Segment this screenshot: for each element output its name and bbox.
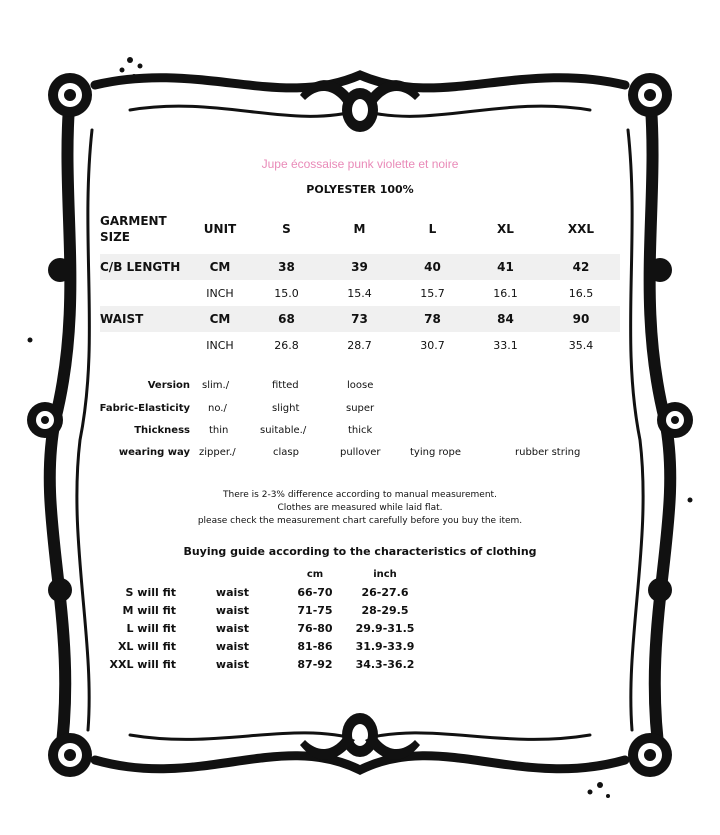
guide-inch: 31.9-33.9 <box>355 639 415 653</box>
size-table <box>100 204 620 358</box>
guide-part: waist <box>215 657 250 671</box>
attribute-elasticity <box>90 403 650 421</box>
check-mark-icon: ./ <box>222 380 230 391</box>
header-unit: UNIT <box>203 222 237 236</box>
table-row <box>100 306 620 332</box>
attribute-option: thin <box>209 425 229 436</box>
guide-inch: 29.9-31.5 <box>355 621 415 635</box>
guide-part: waist <box>215 603 250 617</box>
guide-inch: 26-27.6 <box>361 585 409 599</box>
row-label <box>100 332 190 358</box>
cell-value: 73 <box>323 306 396 332</box>
header-size-l: L <box>428 222 437 236</box>
guide-fit: M will fit <box>122 603 176 617</box>
guide-inch: 34.3-36.2 <box>355 657 415 671</box>
attribute-option-selected: zipper./ <box>199 447 236 458</box>
row-label: C/B LENGTH <box>100 254 190 280</box>
row-unit: CM <box>190 306 250 332</box>
check-mark-icon: ./ <box>220 403 227 414</box>
cell-value: 15.0 <box>250 280 323 306</box>
cell-value: 39 <box>323 254 396 280</box>
header-garment-size: GARMENT SIZE <box>100 214 167 244</box>
cell-value: 33.1 <box>469 332 542 358</box>
cell-value: 30.7 <box>396 332 469 358</box>
guide-fit: XL will fit <box>117 639 176 653</box>
cell-value: 41 <box>469 254 542 280</box>
attribute-option: slight <box>272 403 300 414</box>
attribute-option: pullover <box>340 447 381 458</box>
row-unit: CM <box>190 254 250 280</box>
attribute-wearing-way <box>90 447 650 465</box>
attribute-option-selected: slim./ <box>202 380 230 391</box>
attribute-thickness <box>90 425 650 443</box>
guide-fit: S will fit <box>125 585 176 599</box>
cell-value: 16.5 <box>542 280 620 306</box>
guide-part: waist <box>215 585 250 599</box>
attribute-option: fitted <box>272 380 299 391</box>
row-label <box>100 280 190 306</box>
attribute-option-selected: no./ <box>208 403 227 414</box>
attribute-label: Version <box>147 380 190 391</box>
attribute-option: rubber string <box>515 447 581 458</box>
guide-header <box>100 565 425 583</box>
cell-value: 38 <box>250 254 323 280</box>
cell-value: 84 <box>469 306 542 332</box>
note-text: please check the measurement chart carefully before you buy the item. <box>197 516 523 526</box>
guide-col-inch: inch <box>373 568 397 580</box>
guide-row <box>100 655 425 673</box>
cell-value: 16.1 <box>469 280 542 306</box>
check-mark-icon: ./ <box>299 425 307 436</box>
attribute-option: super <box>346 403 375 414</box>
guide-cm: 71-75 <box>297 603 333 617</box>
cell-value: 35.4 <box>542 332 620 358</box>
header-size-xl: XL <box>497 222 514 236</box>
size-table-header <box>100 204 620 254</box>
cell-value: 15.7 <box>396 280 469 306</box>
guide-cm: 66-70 <box>297 585 333 599</box>
cell-value: 15.4 <box>323 280 396 306</box>
guide-row <box>100 637 425 655</box>
guide-title: Buying guide according to the characteristics of clothing <box>183 545 537 558</box>
attribute-label: Thickness <box>134 425 190 436</box>
buying-guide-table <box>100 565 425 673</box>
cell-value: 42 <box>542 254 620 280</box>
guide-fit: XXL will fit <box>109 657 176 671</box>
row-unit: INCH <box>190 280 250 306</box>
cell-value: 78 <box>396 306 469 332</box>
header-size-m: M <box>353 222 366 236</box>
attribute-option: thick <box>348 425 373 436</box>
guide-fit: L will fit <box>126 621 176 635</box>
attribute-label: wearing way <box>118 447 190 458</box>
attribute-version <box>90 380 650 398</box>
guide-cm: 81-86 <box>297 639 333 653</box>
table-row <box>100 332 620 358</box>
attribute-option-selected: suitable./ <box>260 425 307 436</box>
guide-row <box>100 619 425 637</box>
guide-col-cm: cm <box>306 568 324 580</box>
guide-part: waist <box>215 639 250 653</box>
attribute-option: clasp <box>273 447 299 458</box>
guide-inch: 28-29.5 <box>361 603 409 617</box>
check-mark-icon: ./ <box>229 447 236 458</box>
cell-value: 68 <box>250 306 323 332</box>
product-title: Jupe écossaise punk violette et noire <box>261 157 459 171</box>
row-unit: INCH <box>190 332 250 358</box>
cell-value: 26.8 <box>250 332 323 358</box>
note-text: There is 2-3% difference according to manual measurement. <box>223 490 497 500</box>
header-size-s: S <box>282 222 291 236</box>
table-row <box>100 280 620 306</box>
header-size-xxl: XXL <box>567 222 595 236</box>
material-label: POLYESTER 100% <box>306 183 414 196</box>
cell-value: 90 <box>542 306 620 332</box>
attribute-option: loose <box>347 380 374 391</box>
note-text: Clothes are measured while laid flat. <box>277 503 443 513</box>
cell-value: 28.7 <box>323 332 396 358</box>
attribute-label: Fabric-Elasticity <box>99 403 190 414</box>
table-row <box>100 254 620 280</box>
guide-row <box>100 583 425 601</box>
row-label: WAIST <box>100 306 190 332</box>
guide-cm: 87-92 <box>297 657 333 671</box>
guide-row <box>100 601 425 619</box>
guide-cm: 76-80 <box>297 621 333 635</box>
attribute-option: tying rope <box>410 447 461 458</box>
guide-part: waist <box>215 621 250 635</box>
cell-value: 40 <box>396 254 469 280</box>
